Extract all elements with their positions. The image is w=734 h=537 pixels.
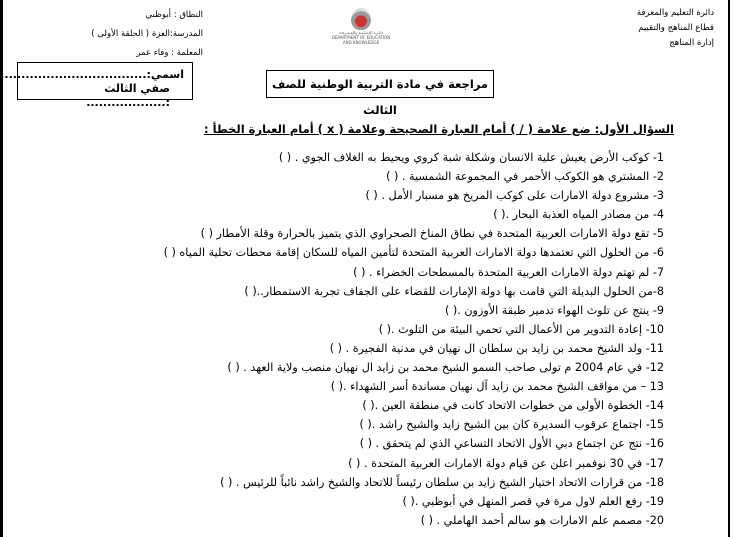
department-line: دائرة التعليم والمعرفة (636, 8, 714, 18)
list-item: 13 – من مواقف الشيخ محمد بن زايد آل نهيان مساندة أسر الشهداء .( ) (330, 380, 664, 394)
list-item: 6- من الحلول التي تعتمدها دولة الامارات العربية المتحدة لتأمين المياه للسكان إقامة محطات تحلية المياه ( ) (163, 246, 664, 260)
student-info-box (0, 62, 193, 109)
list-item: 18- من قرارات الاتحاد اختيار الشيخ زايد بن سلطان رئيساً للاتحاد والشيخ راشد نائباً للرئيس . ( ) (220, 475, 664, 489)
school-info-line: النطاق : أبوظبي (145, 10, 203, 20)
department-line: إدارة المناهج (669, 38, 714, 48)
school-info (73, 6, 203, 63)
school-info-line: المدرسة:العزة ( الحلقة الأولى ) (91, 29, 203, 39)
list-item: 1- كوكب الأرض يعيش علية الانسان وشكلة شبة كروي ويحيط به الغلاف الجوي . ( ) (278, 151, 664, 164)
department-line: قطاع المناهج والتقييم (638, 23, 714, 33)
list-item: 15- اجتماع عرقوب السديرة كان بين الشيخ زايد والشيخ راشد .( ) (359, 418, 664, 432)
logo-text: DEPARTMENT OF EDUCATION (331, 35, 391, 40)
list-item: 11- ولد الشيخ محمد بن زايد بن سلطان ال نهيان في مدنية الفجيرة . ( ) (329, 341, 664, 355)
school-info-line: المعلمة : وفاء عمر (136, 48, 203, 58)
list-item: 4- من مصادر المياه العذبة البحار .( ) (493, 208, 664, 222)
name-field[interactable]: اسمي:................................... (0, 68, 184, 81)
page-title: مراجعة في مادة التربية الوطنية للصف الثالث (266, 70, 494, 98)
department-block (604, 6, 714, 51)
list-item: 2- المشتري هو الكوكب الأحمر في المجموعة الشمسية . ( ) (386, 170, 664, 184)
list-item: 8-من الحلول البديلة التي قامت بها دولة الإمارات للقضاء على الجفاف تجربة الاستمطار..( ) (244, 284, 664, 298)
list-item: 5- تقع دولة الامارات العربية المتحدة في نطاق المناخ الصحراوي الذي يتميز بالحرارة وقلة الأمطار ( ) (200, 227, 664, 241)
list-item: 9- ينتج عن تلوث الهواء تدمير طبقة الأوزون .( ) (444, 303, 664, 317)
logo-text: AND KNOWLEDGE (342, 40, 380, 45)
list-item: 14- الخطوة الأولى من خطوات الاتحاد كانت في منطقة العين .( ) (362, 399, 664, 413)
class-field[interactable]: صفي الثالث :................... (86, 82, 170, 109)
logo-text: دائـرة التـعـليـم والمـعـرفـة (338, 30, 384, 35)
emblem-icon (351, 8, 371, 30)
ministry-logo (321, 8, 401, 45)
list-item: 12- في عام 2004 م تولى صاحب السمو الشيخ محمد بن زايد ال نهيان منصب ولاية العهد . ( ) (227, 361, 664, 375)
list-item: 17- في 30 نوفمبر اعلن عن قيام دولة الامارات العربية المتحدة . ( ) (348, 456, 664, 470)
list-item: 20- مصمم علم الامارات هو سالم أحمد الهاملي . ( ) (420, 513, 664, 527)
list-item: 7- لم تهتم دولة الامارات العربية المتحدة بالمسطحات الخضراء . ( ) (353, 265, 664, 279)
list-item: 3- مشروع دولة الامارات على كوكب المريخ هو مسبار الأمل . ( ) (365, 189, 664, 203)
list-item: 19- رفع العلم لاول مرة في قصر المنهل في أبوظبي .( ) (402, 494, 664, 508)
question-heading: السؤال الأول: ضع علامة ( / ) أمام العبارة الصحيحة وعلامة ( x ) أمام العبارة الخطأ : (204, 122, 674, 136)
question-list (64, 148, 664, 530)
list-item: 10- إعادة التدوير من الأعمال التي تحمي البيئة من التلوث .( ) (378, 322, 664, 336)
list-item: 16- نتج عن اجتماع دبي الأول الاتحاد التساعي الذي لم يتحقق . ( ) (359, 437, 664, 451)
